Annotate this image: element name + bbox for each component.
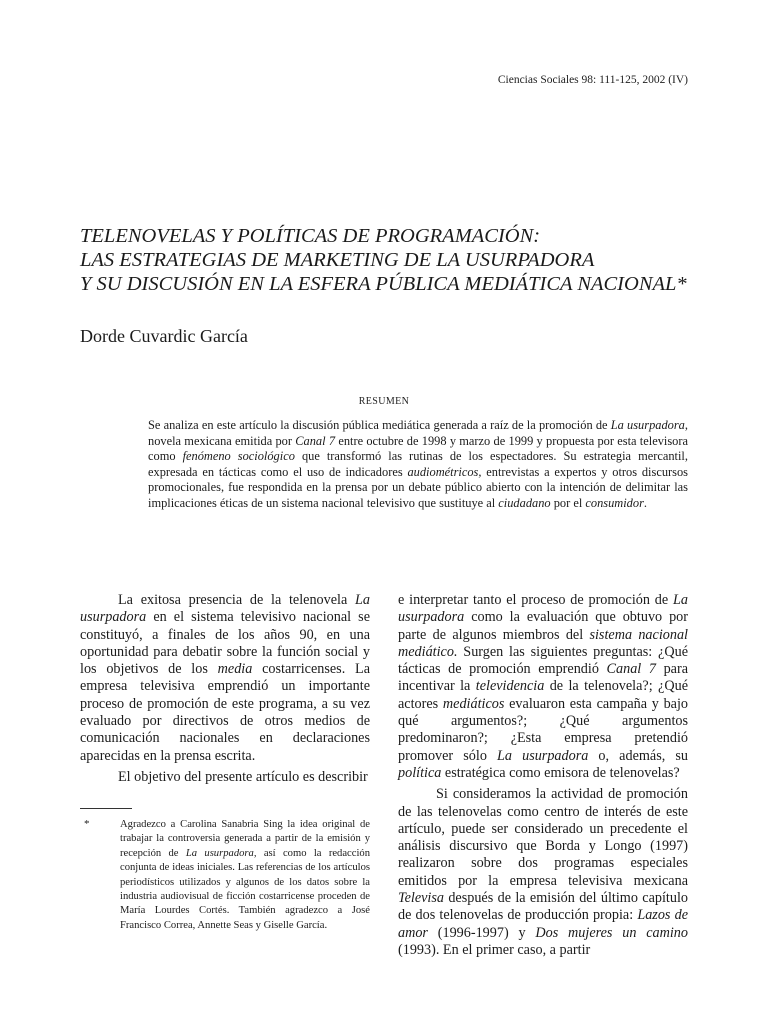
footnote-text: Agradezco a Carolina Sanabria Sing la idea original de trabajar la controversia generada a partir de la emisión y recepción de La usurpadora, así como la redacción conjunta de ideas iniciales. Las referencias de los artículos periodísticos utilizados y algunos de los datos sobre la industria audiovisual de ficción costarricense proceden de María Lourdes Cortés. También agradezco a José Francisco Correa, Annette Seas y Giselle García. xyxy=(120,819,370,931)
abstract-heading: RESUMEN xyxy=(358,396,410,407)
body-paragraph-2-continued: e interpretar tanto el proceso de promoción de La usurpadora como la evaluación que obtuvo por parte de algunos miembros del sistema nacional mediático. Surgen las siguientes preguntas: ¿Qué tácticas de promoción emprendió Canal 7 para incentivar la televidencia de la telenovela?; ¿Qué actores mediáticos evaluaron esta campaña y bajo qué argumentos?; ¿Qué argumentos predominaron?; ¿Esta empresa pretendió promover sólo La usurpadora o, además, su política estratégica como emisora de telenovelas? xyxy=(398,592,688,781)
title-line-1: TELENOVELAS Y POLÍTICAS DE PROGRAMACIÓN: xyxy=(80,225,541,247)
title-line-3: Y SU DISCUSIÓN EN LA ESFERA PÚBLICA MEDIÁTICA NACIONAL* xyxy=(80,273,687,295)
footnote-marker: * xyxy=(84,818,90,830)
footnote-rule xyxy=(80,808,132,809)
body-paragraph-3: Si consideramos la actividad de promoción de las telenovelas como centro de interés de este artículo, puede ser considerado un precedente el análisis discursivo que Borda y Longo (1997) realizaron sobre dos programas especiales emitidos por la empresa televisiva mexicana Televisa después de la emisión del último capítulo de dos telenovelas de producción propia: Lazos de amor (1996-1997) y Dos mujeres un camino (1993). En el primer caso, a partir xyxy=(398,786,688,958)
article-title xyxy=(80,224,720,296)
body-column-right-text xyxy=(398,592,688,959)
journal-citation: Ciencias Sociales 98: 111-125, 2002 (IV) xyxy=(497,74,688,86)
body-paragraph-2-start: El objetivo del presente artículo es describir xyxy=(118,768,368,785)
body-column-left xyxy=(80,592,370,786)
author-name: Dorde Cuvardic García xyxy=(80,326,248,346)
title-line-2: LAS ESTRATEGIAS DE MARKETING DE LA USURPADORA xyxy=(80,249,595,271)
abstract-text: Se analiza en este artículo la discusión pública mediática generada a raíz de la promoción de La usurpadora, novela mexicana emitida por Canal 7 entre octubre de 1998 y marzo de 1999 y propuesta por esta televisora como fenómeno sociológico que transformó las rutinas de los espectadores. Su estrategia mercantil, expresada en tácticas como el uso de indicadores audiométricos, entrevistas a expertos y otros discursos promocionales, fue respondida en la prensa por un debate público abierto con la intención de delimitar las implicaciones éticas de un sistema nacional televisivo que sustituye al ciudadano por el consumidor. xyxy=(148,418,688,510)
body-paragraph-1: La exitosa presencia de la telenovela La usurpadora en el sistema televisivo nacional se constituyó, a finales de los años 90, en una oportunidad para debatir sobre la función social y los objetivos de los media costarricenses. La empresa televisiva emprendió un importante proceso de promoción de este programa, a su vez evaluado por directivos de otros medios de comunicación nacionales en declaraciones aparecidas en la prensa escrita. xyxy=(80,592,370,764)
